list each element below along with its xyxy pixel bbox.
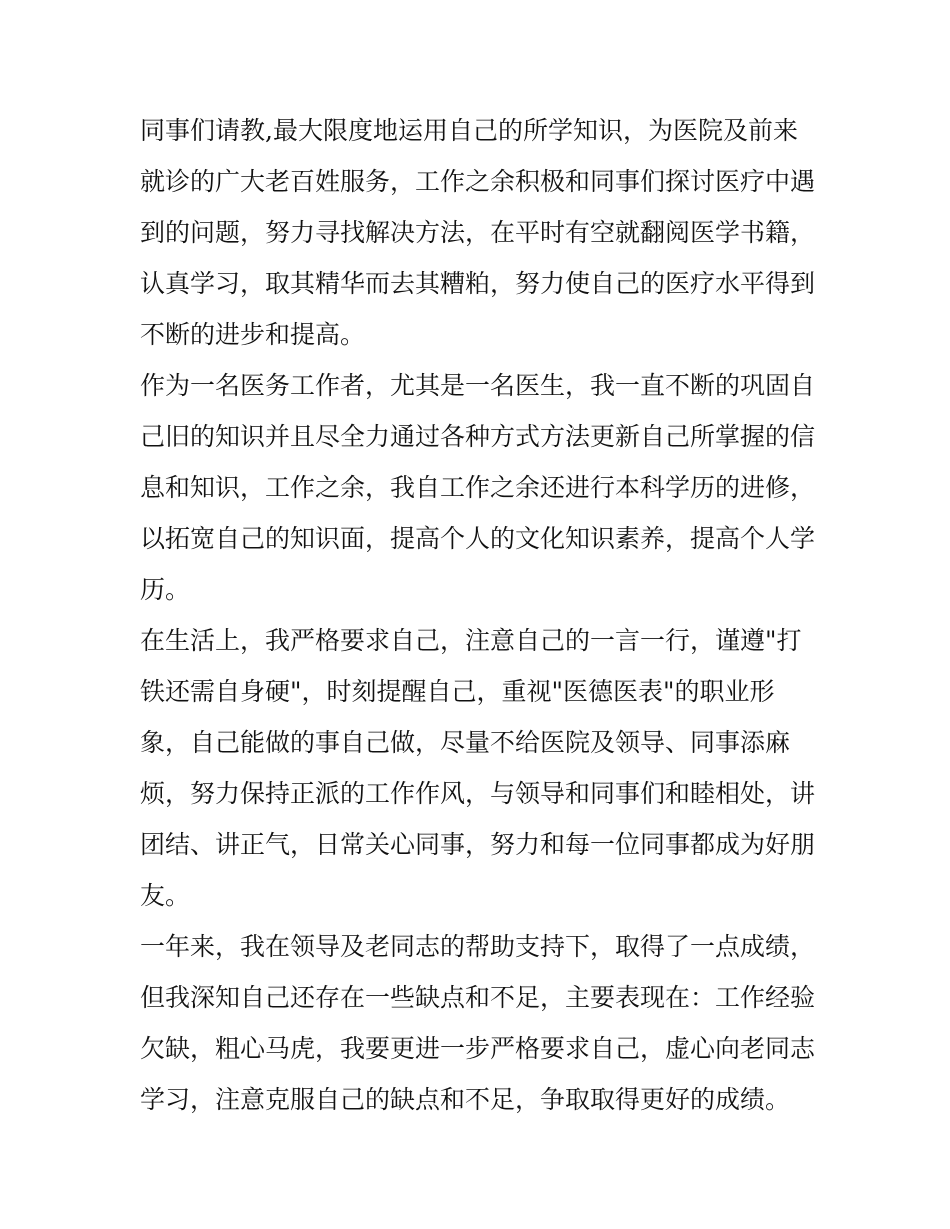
paragraph-2 xyxy=(140,360,820,615)
paragraph-line: 作为一名医务工作者，尤其是一名医生，我一直不断的巩固自 xyxy=(140,371,816,400)
paragraph-line: 就诊的广大老百姓服务，工作之余积极和同事们探讨医疗中遇 xyxy=(140,167,816,196)
paragraph-line: 在生活上，我严格要求自己，注意自己的一言一行，谨遵"打 xyxy=(140,626,802,655)
paragraph-line: 友。 xyxy=(140,881,191,910)
paragraph-1 xyxy=(140,105,820,360)
paragraph-line: 烦，努力保持正派的工作作风，与领导和同事们和睦相处，讲 xyxy=(140,779,816,808)
paragraph-line: 欠缺，粗心马虎，我要更进一步严格要求自己，虚心向老同志 xyxy=(140,1034,816,1063)
paragraph-line: 但我深知自己还存在一些缺点和不足，主要表现在：工作经验 xyxy=(140,983,816,1012)
paragraph-line: 同事们请教,最大限度地运用自己的所学知识，为医院及前来 xyxy=(140,116,798,145)
paragraph-line: 铁还需自身硬"，时刻提醒自己，重视"医德医表"的职业形 xyxy=(140,677,775,706)
paragraph-line: 不断的进步和提高。 xyxy=(140,320,366,349)
paragraph-line: 历。 xyxy=(140,575,191,604)
paragraph-line: 息和知识，工作之余，我自工作之余还进行本科学历的进修， xyxy=(140,473,816,502)
paragraph-line: 以拓宽自己的知识面，提高个人的文化知识素养，提高个人学 xyxy=(140,524,816,553)
paragraph-line: 到的问题，努力寻找解决方法，在平时有空就翻阅医学书籍， xyxy=(140,218,816,247)
paragraph-3 xyxy=(140,615,820,921)
paragraph-line: 一年来，我在领导及老同志的帮助支持下，取得了一点成绩， xyxy=(140,932,816,961)
paragraph-line: 团结、讲正气，日常关心同事，努力和每一位同事都成为好朋 xyxy=(140,830,816,859)
paragraph-line: 己旧的知识并且尽全力通过各种方式方法更新自己所掌握的信 xyxy=(140,422,816,451)
paragraph-line: 象，自己能做的事自己做，尽量不给医院及领导、同事添麻 xyxy=(140,728,791,757)
paragraph-line: 学习，注意克服自己的缺点和不足，争取取得更好的成绩。 xyxy=(140,1085,791,1114)
paragraph-line: 认真学习，取其精华而去其糟粕，努力使自己的医疗水平得到 xyxy=(140,269,816,298)
document-body xyxy=(140,105,820,1125)
paragraph-4 xyxy=(140,921,820,1125)
